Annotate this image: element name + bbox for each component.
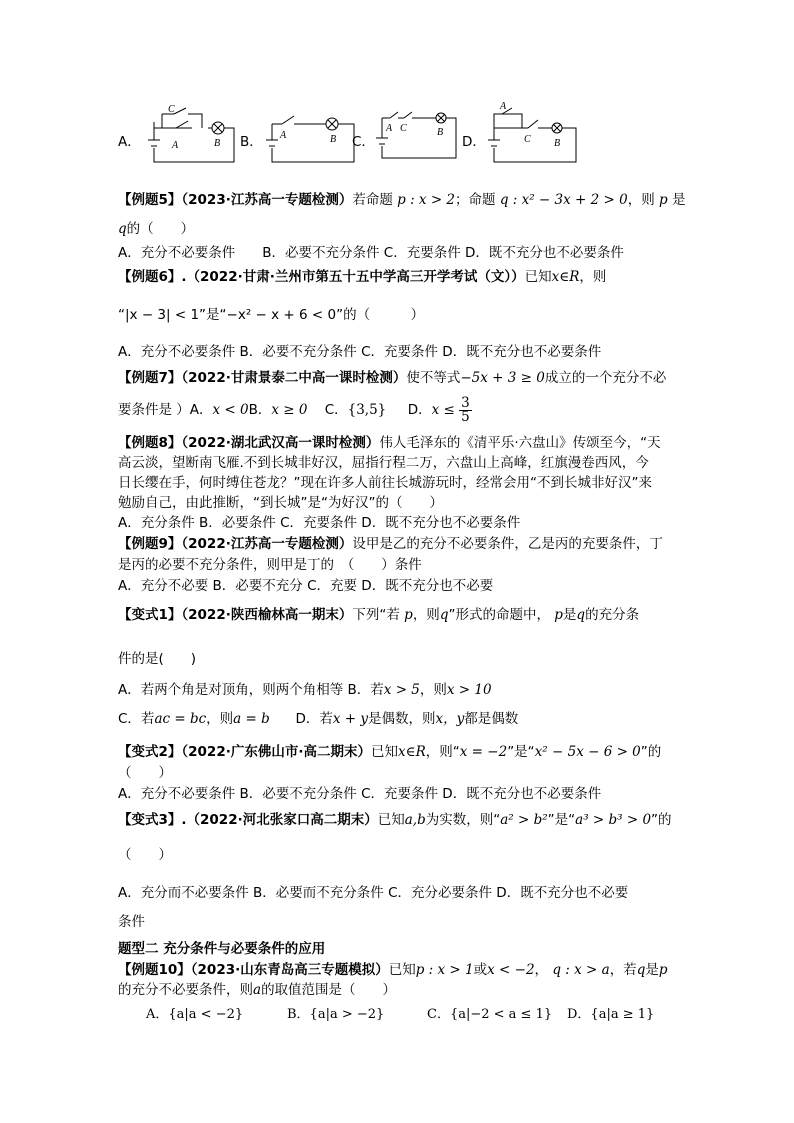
circuit-c-switch-c-label: C (400, 123, 407, 134)
circuit-b-switch-a-label: A (280, 130, 287, 141)
example-8-line-4: 勉励自己，由此推断，“到长城”是“为好汉”的（ ） (118, 495, 443, 511)
circuit-b-diagram (258, 104, 358, 166)
fraction-three-fifths: $\frac{3}{5}$ (461, 394, 470, 425)
variant-2-line-2: （ ） (118, 765, 172, 781)
example-5-tag: 【例题5】（2023·江苏高一专题检测） (118, 192, 353, 208)
example-7-options: 要条件是 ）A．x < 0B．x ≥ 0 C．{3,5} D．x ≤ $\frac{3}{5}$ (118, 394, 470, 425)
variant-1-options-cd: C．若ac = bc，则a = b D．若x + y是偶数，则x，y都是偶数 (118, 711, 519, 727)
proposition-p: p : x > 2 (397, 192, 456, 208)
variant-2-question: 【变式2】（2022·广东佛山市·高二期末）已知x∈R，则“x = −2”是“x² − 5x − 6 > 0”的 (118, 744, 662, 760)
example-7-tag: 【例题7】（2022·甘肃景泰二中高一课时检测） (118, 370, 407, 386)
example-5-options: A．充分不必要条件 B．必要不充分条件 C．充要条件 D．既不充分也不必要条件 (118, 245, 624, 261)
variant-1-options-ab: A．若两个角是对顶角，则两个角相等 B．若x > 5，则x > 10 (118, 682, 492, 698)
example-9-question: 【例题9】（2022·江苏高一专题检测）设甲是乙的充分不必要条件，乙是丙的充要条件，丁 (118, 536, 663, 552)
variant-1-question: 【变式1】（2022·陕西榆林高一期末）下列“若 p，则q”形式的命题中， p是q的充分条 (118, 607, 640, 623)
variant-3-line-2: （ ） (118, 847, 172, 863)
variant-1-tag: 【变式1】（2022·陕西榆林高一期末） (118, 607, 353, 623)
circuit-c-label: C． (352, 134, 375, 150)
variant-2-options: A．充分不必要条件 B．必要不充分条件 C．充要条件 D．既不充分也不必要条件 (118, 786, 602, 802)
circuit-a-bulb-label: B (214, 138, 221, 149)
example-10-option-b: B．{a|a > −2} (287, 1007, 385, 1022)
example-6-tag: 【例题6】.（2022·甘肃·兰州市第五十五中学高三开学考试（文）） (118, 269, 525, 285)
circuit-b-bulb-label: B (330, 134, 337, 145)
proposition-q: q : x² − 3x + 2 > 0 (499, 192, 628, 208)
variant-3-options: A．充分而不必要条件 B．必要而不充分条件 C．充分必要条件 D．既不充分也不必要 (118, 885, 629, 901)
circuit-a-switch-a-label: A (172, 140, 179, 151)
example-9-line-2: 是丙的必要不充分条件，则甲是丁的 （ ）条件 (118, 557, 422, 573)
example-6-options: A．充分不必要条件 B．必要不充分条件 C．充要条件 D．既不充分也不必要条件 (118, 344, 602, 360)
example-7-question: 【例题7】（2022·甘肃景泰二中高一课时检测）使不等式−5x + 3 ≥ 0成立的一个充分不必 (118, 370, 667, 386)
variant-3-options-cont: 条件 (118, 914, 145, 930)
example-6-question: 【例题6】.（2022·甘肃·兰州市第五十五中学高三开学考试（文））已知x∈R，则 (118, 269, 607, 285)
variant-3-question: 【变式3】.（2022·河北张家口高二期末）已知a,b为实数，则“a² > b²”是“a³ > b³ > 0”的 (118, 812, 672, 828)
circuit-c-diagram (370, 104, 460, 166)
example-10-option-d: D．{a|a ≥ 1} (567, 1007, 655, 1022)
variant-2-tag: 【变式2】（2022·广东佛山市·高二期末） (118, 744, 371, 760)
section-heading: 题型二 充分条件与必要条件的应用 (118, 941, 326, 957)
example-10-tag: 【例题10】（2023·山东青岛高三专题模拟） (118, 962, 389, 978)
example-6-statement: “|x − 3| < 1”是“−x² − x + 6 < 0”的（ ） (118, 307, 425, 323)
circuit-a-diagram (140, 104, 238, 166)
variant-3-tag: 【变式3】.（2022·河北张家口高二期末） (118, 812, 378, 828)
circuit-c-switch-a-label: A (386, 123, 393, 134)
example-8-options: A．充分条件 B．必要条件 C．充要条件 D．既不充分也不必要条件 (118, 515, 521, 531)
example-8-question: 【例题8】（2022·湖北武汉高一课时检测）伟人毛泽东的《清平乐·六盘山》传颂至今，“天 (118, 435, 661, 451)
example-9-tag: 【例题9】（2022·江苏高一专题检测） (118, 536, 353, 552)
example-10-line-2: 的充分不必要条件，则a的取值范围是（ ） (118, 982, 397, 998)
example-10-option-c: C．{a|−2 < a ≤ 1} (427, 1007, 553, 1022)
example-9-options: A．充分不必要 B．必要不充分 C．充要 D．既不充分也不必要 (118, 578, 494, 594)
example-8-tag: 【例题8】（2022·湖北武汉高一课时检测） (118, 435, 380, 451)
variant-1-line-2: 件的是( ) (118, 651, 197, 667)
example-5-question-cont: q的（ ） (118, 221, 195, 237)
example-10-option-a: A．{a|a < −2} (146, 1007, 244, 1022)
circuit-d-switch-c-label: C (524, 134, 531, 145)
example-10-question: 【例题10】（2023·山东青岛高三专题模拟）已知p : x > 1或x < −2， q : x > a，若q是p (118, 962, 668, 978)
circuit-c-bulb-label: B (437, 127, 444, 138)
circuit-d-diagram (482, 100, 580, 168)
circuit-a-switch-c-label: C (168, 104, 175, 115)
example-5-question: 【例题5】（2023·江苏高一专题检测）若命题 p : x > 2；命题 q : x² − 3x + 2 > 0，则 p 是 (118, 192, 686, 208)
example-8-line-3: 日长缨在手，何时缚住苍龙？”现在许多人前往长城游玩时，经常会用“不到长城非好汉”来 (118, 475, 652, 491)
example-8-line-2: 高云淡，望断南飞雁.不到长城非好汉，屈指行程二万，六盘山上高峰，红旗漫卷西风，今 (118, 455, 649, 471)
circuit-d-switch-a-label: A (500, 101, 507, 112)
circuit-d-bulb-label: B (554, 138, 561, 149)
circuit-d-label: D． (462, 134, 486, 150)
circuit-b-label: B． (240, 134, 263, 150)
circuit-a-label: A． (118, 134, 141, 150)
